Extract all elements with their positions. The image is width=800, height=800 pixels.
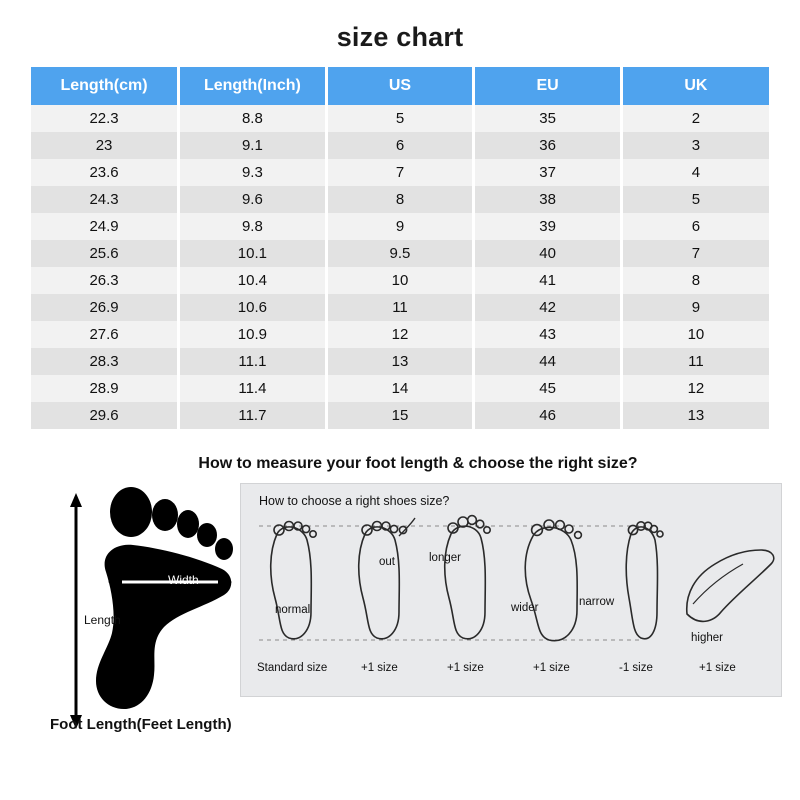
cell-length-inch: 9.1: [179, 132, 327, 159]
cell-length-cm: 23: [31, 132, 179, 159]
cell-length-inch: 9.8: [179, 213, 327, 240]
cell-length-inch: 9.3: [179, 159, 327, 186]
table-row: [31, 321, 769, 348]
cell-length-inch: 11.4: [179, 375, 327, 402]
cell-uk: 13: [621, 402, 769, 429]
size-label-wider: +1 size: [533, 662, 570, 674]
table-row: [31, 213, 769, 240]
cell-us: 8: [326, 186, 474, 213]
cell-us: 11: [326, 294, 474, 321]
width-label: Width: [168, 573, 199, 587]
size-chart-table: [31, 67, 769, 429]
cell-length-cm: 24.9: [31, 213, 179, 240]
cell-eu: 41: [474, 267, 622, 294]
cell-uk: 9: [621, 294, 769, 321]
cell-length-inch: 9.6: [179, 186, 327, 213]
cell-uk: 8: [621, 267, 769, 294]
shape-label-narrow: narrow: [579, 596, 615, 608]
cell-length-cm: 26.9: [31, 294, 179, 321]
cell-eu: 36: [474, 132, 622, 159]
cell-length-inch: 10.6: [179, 294, 327, 321]
size-label-out: +1 size: [361, 662, 398, 674]
table-row: [31, 186, 769, 213]
size-label-longer: +1 size: [447, 662, 484, 674]
shape-label-out: out: [379, 556, 395, 568]
table-row: [31, 240, 769, 267]
cell-eu: 39: [474, 213, 622, 240]
table-header-row: [31, 67, 769, 105]
cell-us: 9: [326, 213, 474, 240]
cell-length-cm: 27.6: [31, 321, 179, 348]
measurement-guide-section: [0, 455, 800, 755]
cell-us: 10: [326, 267, 474, 294]
cell-eu: 42: [474, 294, 622, 321]
shoe-size-chooser-panel: [240, 483, 782, 697]
cell-us: 7: [326, 159, 474, 186]
column-header-length-inch: Length(Inch): [179, 67, 327, 105]
cell-uk: 2: [621, 105, 769, 132]
measurement-guide-heading: How to measure your foot length & choose the right size?: [198, 455, 638, 472]
table-row: [31, 159, 769, 186]
cell-uk: 6: [621, 213, 769, 240]
cell-length-inch: 10.9: [179, 321, 327, 348]
length-label: Length: [84, 613, 121, 627]
cell-eu: 38: [474, 186, 622, 213]
column-header-eu: EU: [474, 67, 622, 105]
cell-uk: 7: [621, 240, 769, 267]
shape-label-wider: wider: [511, 602, 539, 614]
cell-uk: 5: [621, 186, 769, 213]
cell-length-cm: 29.6: [31, 402, 179, 429]
cell-length-inch: 8.8: [179, 105, 327, 132]
cell-uk: 3: [621, 132, 769, 159]
cell-uk: 11: [621, 348, 769, 375]
cell-us: 5: [326, 105, 474, 132]
table-row: [31, 402, 769, 429]
cell-eu: 40: [474, 240, 622, 267]
cell-us: 12: [326, 321, 474, 348]
page-title: size chart: [336, 22, 464, 52]
table-row: [31, 267, 769, 294]
table-body: [31, 105, 769, 429]
cell-uk: 12: [621, 375, 769, 402]
cell-length-cm: 23.6: [31, 159, 179, 186]
shape-label-higher: higher: [691, 632, 723, 644]
size-label-narrow: -1 size: [619, 662, 653, 674]
cell-length-cm: 28.9: [31, 375, 179, 402]
chooser-title: How to choose a right shoes size?: [259, 494, 450, 508]
foot-length-caption: Foot Length(Feet Length): [50, 716, 232, 733]
cell-us: 6: [326, 132, 474, 159]
cell-length-cm: 24.3: [31, 186, 179, 213]
cell-us: 9.5: [326, 240, 474, 267]
cell-length-inch: 11.1: [179, 348, 327, 375]
table-row: [31, 105, 769, 132]
cell-length-cm: 28.3: [31, 348, 179, 375]
cell-length-cm: 25.6: [31, 240, 179, 267]
cell-eu: 35: [474, 105, 622, 132]
cell-uk: 4: [621, 159, 769, 186]
table-row: [31, 375, 769, 402]
cell-eu: 44: [474, 348, 622, 375]
foot-measurement-diagram: [28, 477, 256, 739]
table-row: [31, 294, 769, 321]
cell-eu: 45: [474, 375, 622, 402]
cell-eu: 37: [474, 159, 622, 186]
cell-us: 14: [326, 375, 474, 402]
column-header-us: US: [326, 67, 474, 105]
cell-eu: 46: [474, 402, 622, 429]
cell-length-cm: 26.3: [31, 267, 179, 294]
cell-length-inch: 10.4: [179, 267, 327, 294]
shape-label-normal: normal: [275, 604, 311, 616]
column-header-length-cm: Length(cm): [31, 67, 179, 105]
cell-length-inch: 11.7: [179, 402, 327, 429]
cell-us: 13: [326, 348, 474, 375]
size-label-standard: Standard size: [257, 662, 328, 674]
shape-label-longer: longer: [429, 552, 461, 564]
cell-uk: 10: [621, 321, 769, 348]
cell-length-inch: 10.1: [179, 240, 327, 267]
cell-us: 15: [326, 402, 474, 429]
table-header: [31, 67, 769, 105]
foot-silhouette-icon: [28, 477, 256, 739]
column-header-uk: UK: [621, 67, 769, 105]
table-row: [31, 132, 769, 159]
cell-eu: 43: [474, 321, 622, 348]
table-row: [31, 348, 769, 375]
cell-length-cm: 22.3: [31, 105, 179, 132]
size-label-higher: +1 size: [699, 662, 736, 674]
